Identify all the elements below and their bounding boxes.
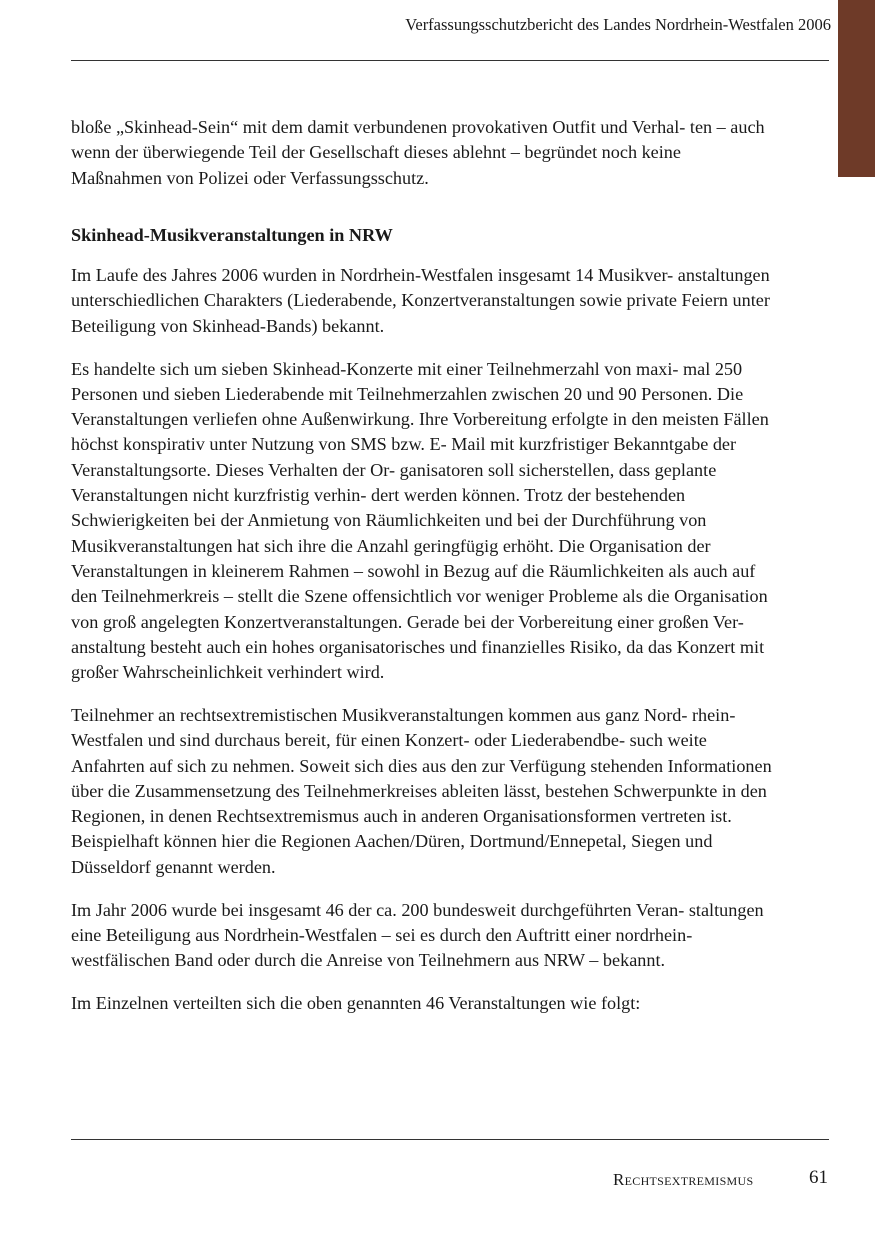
footer-rule	[71, 1139, 829, 1140]
running-header: Verfassungsschutzbericht des Landes Nordrhein-Westfalen 2006	[405, 15, 831, 34]
paragraph-concerts: Es handelte sich um sieben Skinhead-Konzerte mit einer Teilnehmerzahl von maxi- mal 250 Personen und sieben Liederabende mit Teilnehmerzahlen zwischen 20 und 90 Personen. Die Veranstaltungen verliefen ohne Außenwirkung. Ihre Vorbereitung erfolgte in den meisten Fällen höchst konspirativ unter Nutzung von SMS bzw. E- Mail mit kurzfristiger Bekanntgabe der Veranstaltungsorte. Dieses Verhalten der Or- ganisatoren soll sicherstellen, dass geplante Veranstaltungen nicht kurzfristig verhin- dert werden können. Trotz der bestehenden Schwierigkeiten bei der Anmietung von Räumlichkeiten und bei der Durchführung von Musikveranstaltungen hat sich ihre die Anzahl geringfügig erhöht. Die Organisation der Veranstaltungen in kleinerem Rahmen – sowohl in Bezug auf die Räumlichkeiten als auch auf den Teilnehmerkreis – stellt die Szene offensichtlich vor weniger Probleme als die Organisation von groß angelegten Konzertveranstaltungen. Gerade bei der Vorbereitung einer großen Ver- anstaltung besteht auch ein hohes organisatorisches und finanzielles Risiko, da das Konzert mit großer Wahrscheinlichkeit verhindert wird.	[71, 358, 769, 683]
page-number: 61	[809, 1167, 828, 1188]
section-heading: Skinhead-Musikveranstaltungen in NRW	[71, 224, 393, 245]
paragraph-participants: Teilnehmer an rechtsextremistischen Musikveranstaltungen kommen aus ganz Nord- rhein-Westfalen und sind durchaus bereit, für einen Konzert- oder Liederabendbe- such weite Anfahrten auf sich zu nehmen. Soweit sich dies aus den zur Verfügung stehenden Informationen über die Zusammensetzung des Teilnehmerkreises ableiten lässt, bestehen Schwerpunkte in den Regionen, in denen Rechtsextremismus auch in anderen Organisationsformen vertreten ist. Beispielhaft können hier die Regionen Aachen/Düren, Dortmund/Ennepetal, Siegen und Düsseldorf genannt werden.	[71, 704, 772, 877]
chapter-thumb-tab	[838, 0, 875, 177]
paragraph-nationwide: Im Jahr 2006 wurde bei insgesamt 46 der ca. 200 bundesweit durchgeführten Veran- staltungen eine Beteiligung aus Nordrhein-Westfalen – sei es durch den Auftritt einer nordrhein-westfälischen Band oder durch die Anreise von Teilnehmern aus NRW – bekannt.	[71, 899, 764, 971]
footer-section-title: Rechtsextremismus	[613, 1170, 754, 1189]
header-rule	[71, 60, 829, 61]
paragraph-distribution: Im Einzelnen verteilten sich die oben genannten 46 Veranstaltungen wie folgt:	[71, 992, 641, 1013]
paragraph-intro: bloße „Skinhead-Sein“ mit dem damit verbundenen provokativen Outfit und Verhal- ten – auch wenn der überwiegende Teil der Gesellschaft dieses ablehnt – begründet noch keine Maßnahmen von Polizei oder Verfassungsschutz.	[71, 117, 765, 188]
paragraph-events-count: Im Laufe des Jahres 2006 wurden in Nordrhein-Westfalen insgesamt 14 Musikver- anstaltungen unterschiedlichen Charakters (Liederabende, Konzertveranstaltungen sowie private Feiern unter Beteiligung von Skinhead-Bands) bekannt.	[71, 265, 770, 336]
body-text	[71, 115, 776, 1034]
